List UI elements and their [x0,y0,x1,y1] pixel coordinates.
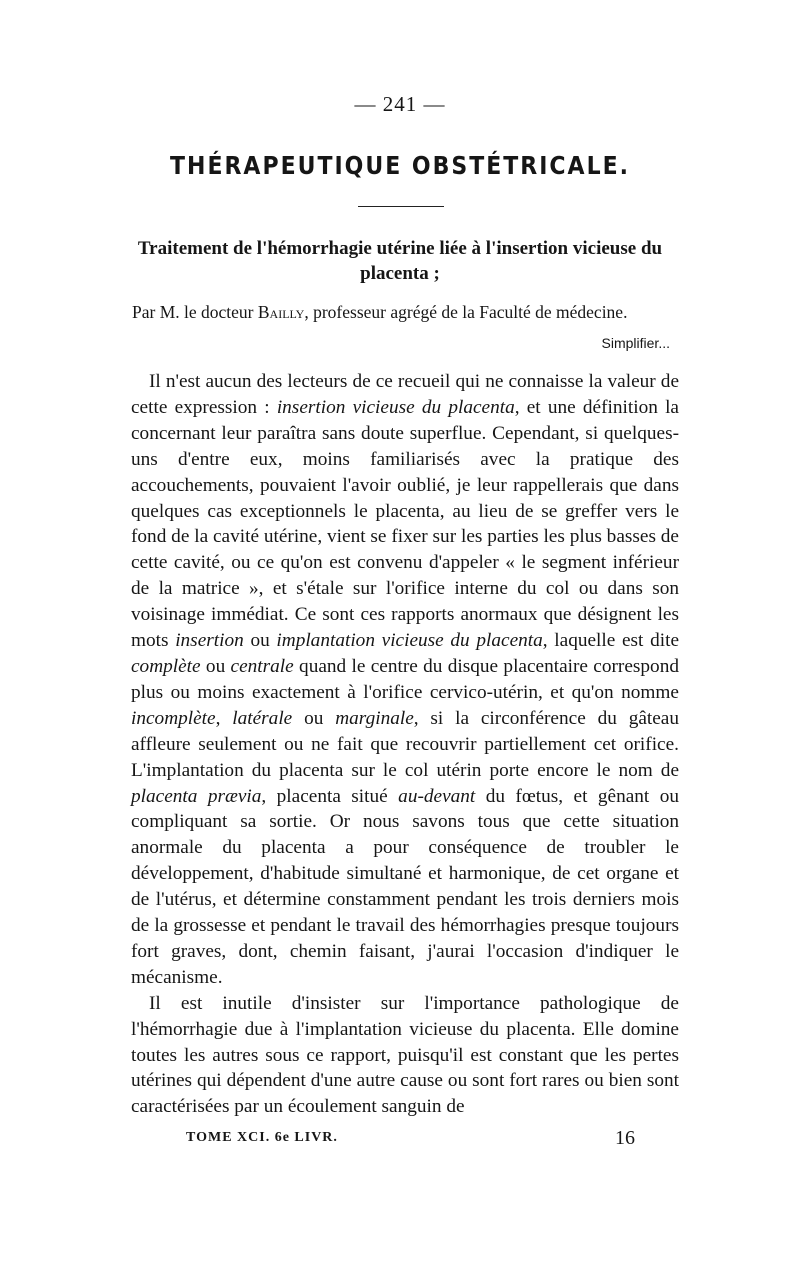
text-run: ou [250,630,270,652]
text-run: , si la circonférence du gâteau affleure seulement ou ne fait que recouvrir partiellement cet orifice. L'implantation du placenta sur le col utérin porte encore le nom de [131,707,680,781]
text-run: Il n'est aucun des lecteurs de ce recueil qui ne connaisse la valeur de cette expression : [131,371,679,418]
title-divider [358,206,444,207]
article-title: Traitement de l'hémorrhagie utérine liée à l'insertion vicieuse du placenta ; [137,238,663,284]
paragraph-1 [131,369,679,991]
italic-term: insertion [175,630,244,652]
page-number: — 241 — [354,92,446,116]
signature-mark: TOME XCI. 6e LIVR. [186,1130,338,1145]
text-run: , et une définition la concernant leur paraîtra sans doute superflue. Cependant, si quelques-uns d'entre eux, moins familiarisés avec la pratique des accouchements, pouvaient l'avoir oublié, je leur rappellerais que dans quelques cas exceptionnels le placenta, au lieu de se greffer vers le fond de la cavité utérine, vient se fixer sur les parties les plus basses de cette cavité, ou ce qu'on est convenu d'appeler « le segment inférieur de la matrice », et s'étale sur l'orifice interne du col ou dans son voisinage immédiat. Ce sont ces rapports anormaux que désignent les mots [131,396,679,652]
text-run: ou [205,655,226,677]
italic-term: marginale [335,707,414,729]
body-text [131,369,679,1120]
italic-term: complète [131,655,201,677]
sheet-number: 16 [615,1127,635,1149]
author-name: Bailly [257,302,305,322]
italic-term: latérale [232,707,293,729]
italic-term: incomplète [131,707,216,729]
editor-note: Simplifier... [601,335,670,351]
byline-prefix: Par M. le docteur [132,302,254,322]
text-run: ou [304,707,324,729]
text-run: du fœtus, et gênant ou compliquant sa sortie. Or nous savons tous que cette situation anormale du placenta a pour conséquence de troubler le développement, d'habitude simultané et harmonique, de cet organe et de l'utérus, et détermine constamment pendant les trois derniers mois de la grossesse et pendant le travail des hémorrhagies presque toujours fort graves, dont, chemin faisant, j'aurai l'occasion d'indiquer le mécanisme. [131,785,679,988]
italic-term: au-devant [398,785,476,807]
byline [132,302,672,323]
page-footer [131,1128,679,1152]
paragraph-2: Il est inutile d'insister sur l'importance pathologique de l'hémorrhagie due à l'implantation vicieuse du placenta. Elle domine toutes les autres sous ce rapport, puisqu'il est constant que les pertes utérines qui dépendent d'une autre cause ou sont fort rares ou bien sont caractérisées par un écoulement sanguin de [131,992,679,1118]
italic-term: implantation vicieuse du placenta [276,630,543,652]
italic-term: centrale [230,655,294,677]
byline-suffix: , professeur agrégé de la Faculté de médecine. [304,302,628,322]
text-run: quand le centre du disque placentaire correspond plus ou moins exactement à l'orifice cervico-utérin, et qu'on nomme [131,655,679,703]
italic-term: insertion vicieuse du placenta [276,396,515,418]
italic-term: placenta prævia [131,785,262,807]
text-run: , [215,707,221,729]
section-title: THÉRAPEUTIQUE OBSTÉTRICALE. [170,152,630,181]
text-run: , placenta situé [261,785,388,807]
text-run: , laquelle est dite [542,630,680,652]
